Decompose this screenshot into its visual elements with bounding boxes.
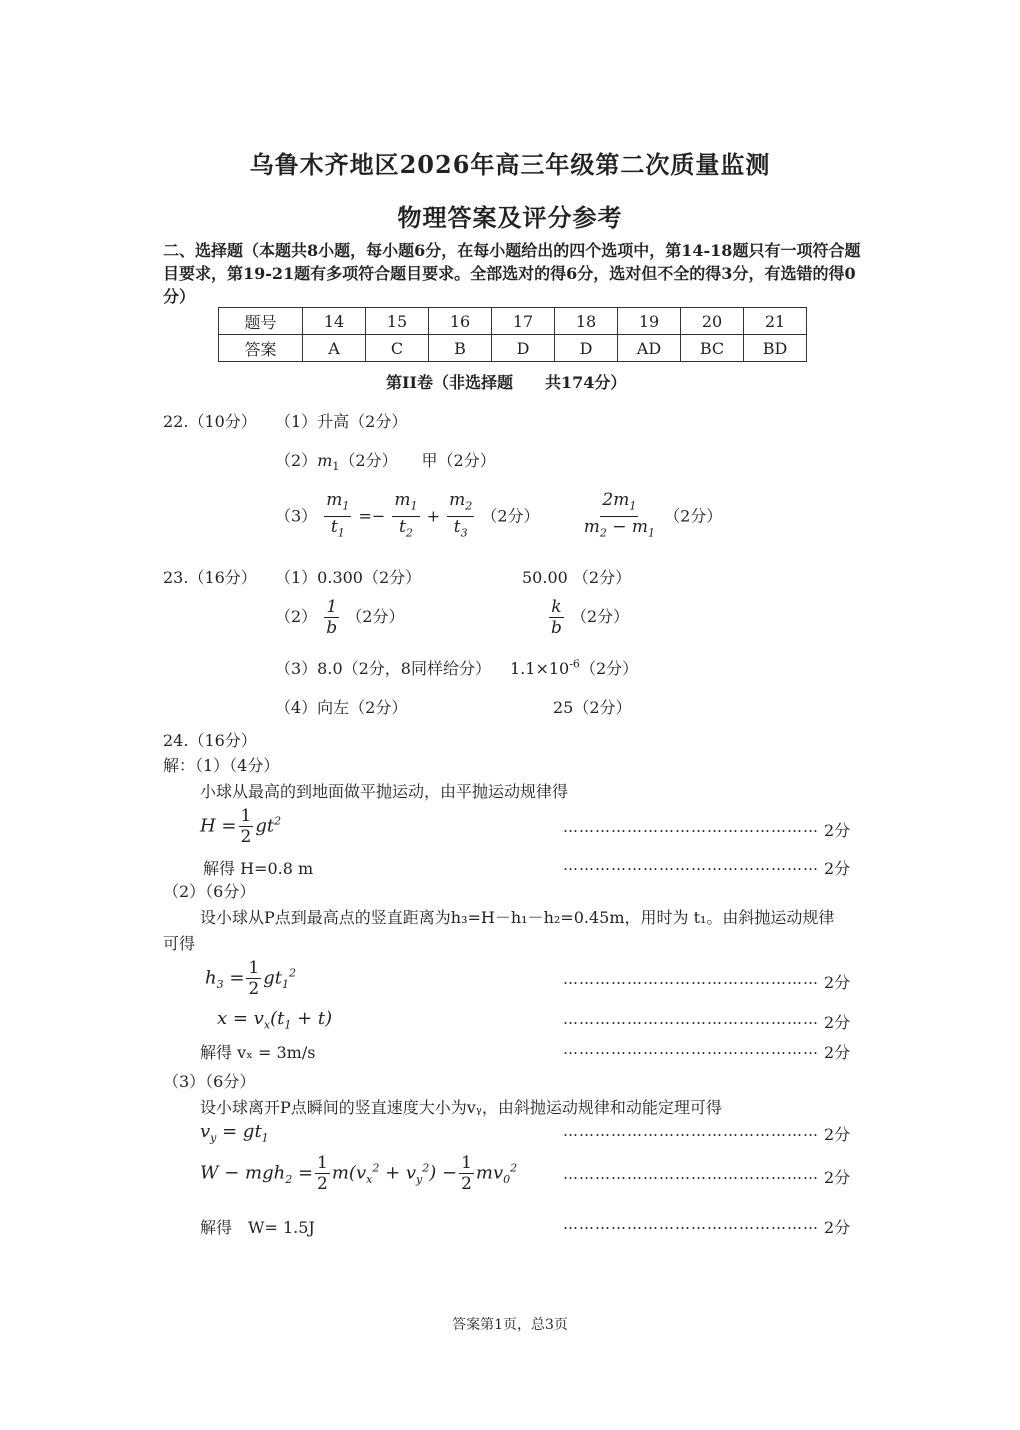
q22-part1: （1）升高（2分）: [275, 412, 408, 431]
q24-part3-label: （3）（6分）: [163, 1072, 256, 1091]
table-cell: 15: [366, 308, 429, 335]
dot-leader: …………………………………………: [563, 1215, 819, 1233]
q22-part3: [275, 490, 722, 544]
table-cell: D: [492, 335, 555, 362]
formula-H: H = $\frac{1}{2}$ $gt^2$: [200, 806, 282, 847]
q23-part1a: （1）0.300（2分）: [275, 568, 422, 587]
q23-part3a: （3）8.0（2分，8同样给分）: [275, 659, 491, 678]
formula-symbol: =−: [358, 506, 386, 526]
q24-solution-part1: 解：（1）（4分）: [163, 756, 280, 775]
dot-leader: …………………………………………: [563, 970, 819, 988]
q22-part3-points-1: （2分）: [481, 506, 540, 526]
points: 2分: [824, 859, 851, 878]
formula-fraction: $\frac{m_1}{t_1}$: [326, 490, 350, 540]
points: 2分: [824, 1043, 851, 1062]
formula-h3: $h_3$ = $\frac{1}{2}$ $gt_1^2$: [205, 958, 296, 999]
formula-vy: $v_y = gt_1$: [200, 1121, 269, 1145]
q23-label: 23.（16分）: [163, 568, 257, 587]
table-cell: 16: [429, 308, 492, 335]
q22-part3-label: （3）: [275, 506, 318, 526]
q24-step3-text: 设小球离开P点瞬间的竖直速度大小为vᵧ，由斜抛运动规律和动能定理可得: [200, 1098, 722, 1117]
q24-step1-text: 小球从最高的到地面做平抛运动，由平抛运动规律得: [200, 782, 569, 801]
formula-W: W − mgh$_2$ = $\frac{1}{2}$ $m(v_x^2 + v_y^2)$ − $\frac{1}{2}$ $mv_0^2$: [200, 1153, 518, 1194]
section-2-heading: 二、选择题（本题共8小题，每小题6分，在每小题给出的四个选项中，第14-18题只有一项符合题目要求，第19-21题有多项符合题目要求。全部选对的得6分，选对但不全的得3分，有选错的得0分）: [163, 241, 861, 306]
table-cell: 19: [618, 308, 681, 335]
table-cell: D: [555, 335, 618, 362]
dot-leader: …………………………………………: [563, 856, 819, 874]
points: 2分: [824, 1168, 851, 1187]
dot-leader: …………………………………………: [563, 1122, 819, 1140]
page-footer: 答案第1页，总3页: [452, 1317, 568, 1333]
points: 2分: [824, 1013, 851, 1032]
formula-fraction: $\frac{1}{b}$: [326, 597, 338, 638]
formula-fraction: $\frac{2m_1}{m_2 - m_1}$: [583, 490, 656, 540]
table-cell: BC: [681, 335, 744, 362]
table-cell: C: [366, 335, 429, 362]
q24-part2-label: （2）（6分）: [163, 882, 256, 901]
dot-leader: …………………………………………: [563, 1010, 819, 1028]
table-cell: AD: [618, 335, 681, 362]
table-cell: 17: [492, 308, 555, 335]
page-title: 乌鲁木齐地区2026年高三年级第二次质量监测: [249, 150, 771, 179]
dot-leader: …………………………………………: [563, 1040, 819, 1058]
q24-step2-text: 设小球从P点到最高点的竖直距离为h₃=H－h₁－h₂=0.45m，用时为 t₁。由斜抛运动规律: [200, 908, 835, 927]
table-cell: 14: [303, 308, 366, 335]
q23-part2a: （2） $\frac{1}{b}$ （2分）: [275, 597, 405, 638]
table-cell: 21: [744, 308, 807, 335]
q22-part2: $(2)m_1(2$分） 甲（2分）: [275, 451, 496, 474]
points: 2分: [824, 973, 851, 992]
formula-fraction: $\frac{k}{b}$: [551, 597, 562, 638]
table-cell: 答案: [219, 335, 303, 362]
points: 2分: [824, 821, 851, 840]
table-cell: B: [429, 335, 492, 362]
formula-fraction: $\frac{m_1}{t_2}$: [394, 490, 418, 540]
formula-x: $x = v_x(t_1 + t)$: [217, 1008, 333, 1032]
q23-part4b: 25（2分）: [553, 698, 632, 717]
page-subtitle: 物理答案及评分参考: [397, 203, 623, 232]
q24-label: 24.（16分）: [163, 731, 257, 750]
q23-part3b: $1.1\times 10^{-6}(2$分）: [510, 657, 639, 678]
points: 2分: [824, 1125, 851, 1144]
formula-symbol: +: [426, 506, 441, 526]
q22-label: 22.（10分）: [163, 412, 257, 431]
dot-leader: …………………………………………: [563, 1165, 819, 1183]
points: 2分: [824, 1218, 851, 1237]
q23-part1b: 50.00 （2分）: [522, 568, 632, 587]
q23-part2b: $\frac{k}{b}$ （2分）: [551, 597, 630, 638]
table-cell: 18: [555, 308, 618, 335]
formula-fraction: $\frac{m_2}{t_3}$: [449, 490, 473, 540]
q24-step2-text-cont: 可得: [163, 934, 196, 953]
table-row-numbers: [219, 308, 807, 335]
table-cell: BD: [744, 335, 807, 362]
table-cell: A: [303, 335, 366, 362]
table-row-answers: [219, 335, 807, 362]
table-cell: 题号: [219, 308, 303, 335]
q24-step2-result: 解得 vₓ = 3m/s: [200, 1043, 316, 1062]
answer-table: [218, 307, 807, 362]
q23-part4a: （4）向左（2分）: [275, 698, 408, 717]
table-cell: 20: [681, 308, 744, 335]
q24-step1-result: 解得 H=0.8 m: [203, 859, 314, 878]
part-2-heading: 第II卷（非选择题 共174分）: [386, 373, 627, 392]
q22-part3-points-2: （2分）: [664, 506, 723, 526]
q24-step3-result: 解得 W= 1.5J: [200, 1218, 315, 1237]
dot-leader: …………………………………………: [563, 818, 819, 836]
